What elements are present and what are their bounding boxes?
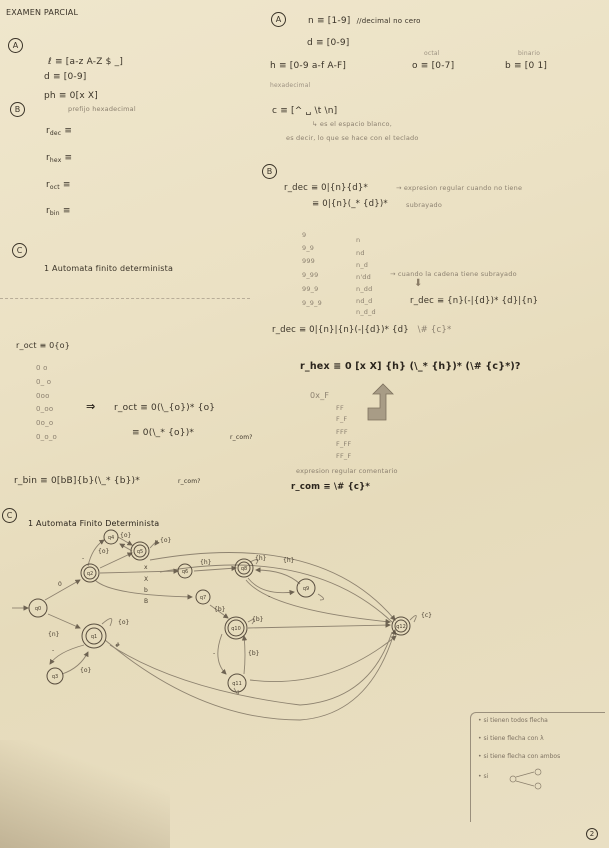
- svg-text:B: B: [144, 598, 149, 605]
- dec-example: 999: [302, 257, 316, 265]
- svg-text:{h}: {h}: [200, 559, 212, 566]
- svg-text:X: X: [144, 576, 149, 583]
- svg-text:{b}: {b}: [214, 606, 226, 613]
- svg-text:-: -: [52, 647, 55, 654]
- r-dec-note-1: → expresion regular cuando no tiene: [396, 184, 523, 192]
- b-def: b ≡ [0 1]: [505, 61, 548, 71]
- dec-example: 9_9_9: [302, 299, 322, 307]
- down-arrow-icon: ⬇: [414, 278, 423, 289]
- r-oct-placeholder: $r_{oct}$ ≡: [46, 180, 71, 191]
- dec-example: 9_99: [302, 271, 319, 279]
- dec-example: 9: [302, 231, 307, 239]
- r-hex-placeholder: $r_{hex}$ ≡: [46, 153, 73, 164]
- svg-text:-: -: [268, 593, 271, 600]
- svg-text:{o}: {o}: [80, 667, 92, 674]
- section-a-marker: A: [8, 38, 23, 53]
- hex-example: F_FF: [336, 440, 352, 448]
- r-oct-note: r_com?: [230, 434, 253, 441]
- state-q0: q0: [34, 606, 42, 612]
- r-com-expr: r_com ≡ \# {c}*: [291, 482, 370, 492]
- h-def: h ≡ [0-9 a-f A-F]: [270, 61, 347, 71]
- state-q11: q11: [232, 681, 242, 687]
- dec-pattern: n_d: [356, 261, 369, 269]
- state-q12: q12: [396, 624, 406, 630]
- r-bin-expr: r_bin ≡ 0[bB]{b}(\_* {b})*: [14, 476, 140, 486]
- section-b-marker: B: [10, 102, 25, 117]
- svg-text:{o}: {o}: [160, 537, 172, 544]
- page-title: EXAMEN PARCIAL: [6, 8, 79, 17]
- state-q5: q5: [136, 549, 144, 555]
- state-q6: q6: [181, 569, 189, 575]
- hex-example: 0x_F: [310, 391, 330, 400]
- hex-example: F_F: [336, 415, 348, 423]
- r-dec-placeholder: $r_{dec}$ ≡: [46, 126, 73, 137]
- prefix-hex-note: prefijo hexadecimal: [68, 105, 136, 113]
- note-item: • si tienen todos flecha: [478, 717, 548, 724]
- implies-arrow-icon: ⇒: [86, 400, 96, 413]
- state-q7: q7: [199, 595, 207, 601]
- oct-example: 0o_o: [36, 419, 54, 427]
- state-q3: q3: [51, 674, 59, 680]
- dec-pattern: n_dd: [356, 285, 373, 293]
- hex-example: FFF: [336, 428, 348, 436]
- o-annotation: octal: [424, 50, 440, 57]
- dec-pattern: nd_d: [356, 297, 373, 305]
- note-item: • si: [478, 773, 489, 780]
- r-dec-expr-3: r_dec ≡ {n}(-|{d})* {d}|{n}: [410, 296, 539, 306]
- r-bin-note: r_com?: [178, 478, 201, 485]
- oct-example: 0oo: [36, 392, 50, 400]
- dec-pattern: nd: [356, 249, 365, 257]
- n-def: n ≡ [1-9] //decimal no cero: [308, 16, 421, 26]
- svg-text:{h}: {h}: [255, 555, 267, 562]
- right-section-a-marker: A: [271, 12, 286, 27]
- dec-pattern: n_d_d: [356, 308, 376, 316]
- state-q4: q4: [107, 535, 115, 541]
- dec-pattern: n: [356, 236, 361, 244]
- svg-text:{n}: {n}: [48, 631, 60, 638]
- svg-text:0: 0: [58, 581, 62, 588]
- section-c-marker: C: [12, 243, 27, 258]
- oct-example: 0_o_o: [36, 433, 58, 441]
- automaton-title: 1 Automata Finito Determinista: [28, 519, 160, 528]
- c-def: c ≡ [^ ␣ \t \n]: [272, 106, 338, 116]
- r-dec-expr-2: ≡ 0|{n}(_* {d})*: [312, 199, 388, 209]
- r-oct-def: r_oct ≡ 0{o}: [16, 341, 71, 350]
- page-number: 2: [586, 828, 598, 840]
- r-dec-expr-1: r_dec ≡ 0|{n}{d}*: [284, 183, 368, 193]
- svg-text:{b}: {b}: [252, 616, 264, 623]
- hex-example: FF_F: [336, 452, 352, 460]
- up-arrow-icon: [365, 382, 395, 422]
- svg-text:{c}: {c}: [421, 612, 432, 619]
- svg-text:{b}: {b}: [248, 650, 260, 657]
- divider: [0, 298, 250, 299]
- svg-text:{o}: {o}: [98, 548, 110, 555]
- letter-def: ℓ ≡ [a-z A-Z $ _]: [48, 57, 124, 67]
- oct-example: 0 o: [36, 364, 48, 372]
- r-dec-expr-4: r_dec ≡ 0|{n}|{n}(-|{d})* {d} \# {c}*: [272, 325, 452, 335]
- photo-shadow: [0, 740, 170, 848]
- state-q1: q1: [90, 634, 98, 640]
- svg-text:{h}: {h}: [283, 557, 295, 564]
- right-section-b-marker: B: [262, 164, 277, 179]
- o-def: o ≡ [0-7]: [412, 61, 455, 71]
- note-item: • si tiene flecha con ambos: [478, 753, 561, 760]
- state-q9: q9: [302, 586, 310, 592]
- note-item: • si tiene flecha con λ: [478, 735, 544, 742]
- r-oct-expr-2: ≡ 0(\_* {o})*: [132, 428, 195, 438]
- d-def: d ≡ [0-9]: [307, 38, 350, 48]
- automaton-section-marker: C: [2, 508, 17, 523]
- prefix-hex-def: ph ≡ 0[x X]: [44, 91, 98, 101]
- svg-text:{o}: {o}: [120, 532, 132, 539]
- svg-text:b: b: [144, 587, 148, 594]
- svg-text:#: #: [115, 642, 121, 649]
- dec-example-note: → cuando la cadena tiene subrayado: [390, 270, 517, 278]
- oct-example: 0_oo: [36, 405, 54, 413]
- c-note-2: es decir, lo que se hace con el teclado: [286, 134, 419, 142]
- svg-text:x: x: [144, 564, 148, 571]
- section-c-title: 1 Automata finito determinista: [44, 264, 174, 273]
- dec-pattern: n'dd: [356, 273, 371, 281]
- b-annotation: binario: [518, 50, 541, 57]
- notes-box: [470, 712, 605, 822]
- c-note-1: ↳ es el espacio blanco,: [312, 120, 393, 128]
- comment-note: expresion regular comentario: [296, 467, 398, 475]
- r-dec-note-2: subrayado: [406, 201, 443, 209]
- dec-example: 9_9: [302, 244, 315, 252]
- hex-example: FF: [336, 404, 344, 412]
- svg-text:-: -: [213, 650, 216, 657]
- svg-text:{o}: {o}: [118, 619, 130, 626]
- state-q10: q10: [231, 626, 241, 632]
- h-annotation: hexadecimal: [270, 82, 311, 89]
- oct-example: 0_ o: [36, 378, 52, 386]
- svg-text:-: -: [82, 555, 85, 562]
- state-q8: q8: [240, 566, 248, 572]
- digit-def: d ≡ [0-9]: [44, 72, 87, 82]
- dec-example: 99_9: [302, 285, 319, 293]
- r-oct-expr-1: r_oct ≡ 0(\_{o})* {o}: [114, 403, 216, 413]
- r-bin-placeholder: $r_{bin}$ ≡: [46, 206, 71, 217]
- state-q2: q2: [86, 571, 94, 577]
- r-hex-expr: r_hex ≡ 0 [x X] {h} (\_* {h})* (\# {c}*)?: [300, 361, 521, 372]
